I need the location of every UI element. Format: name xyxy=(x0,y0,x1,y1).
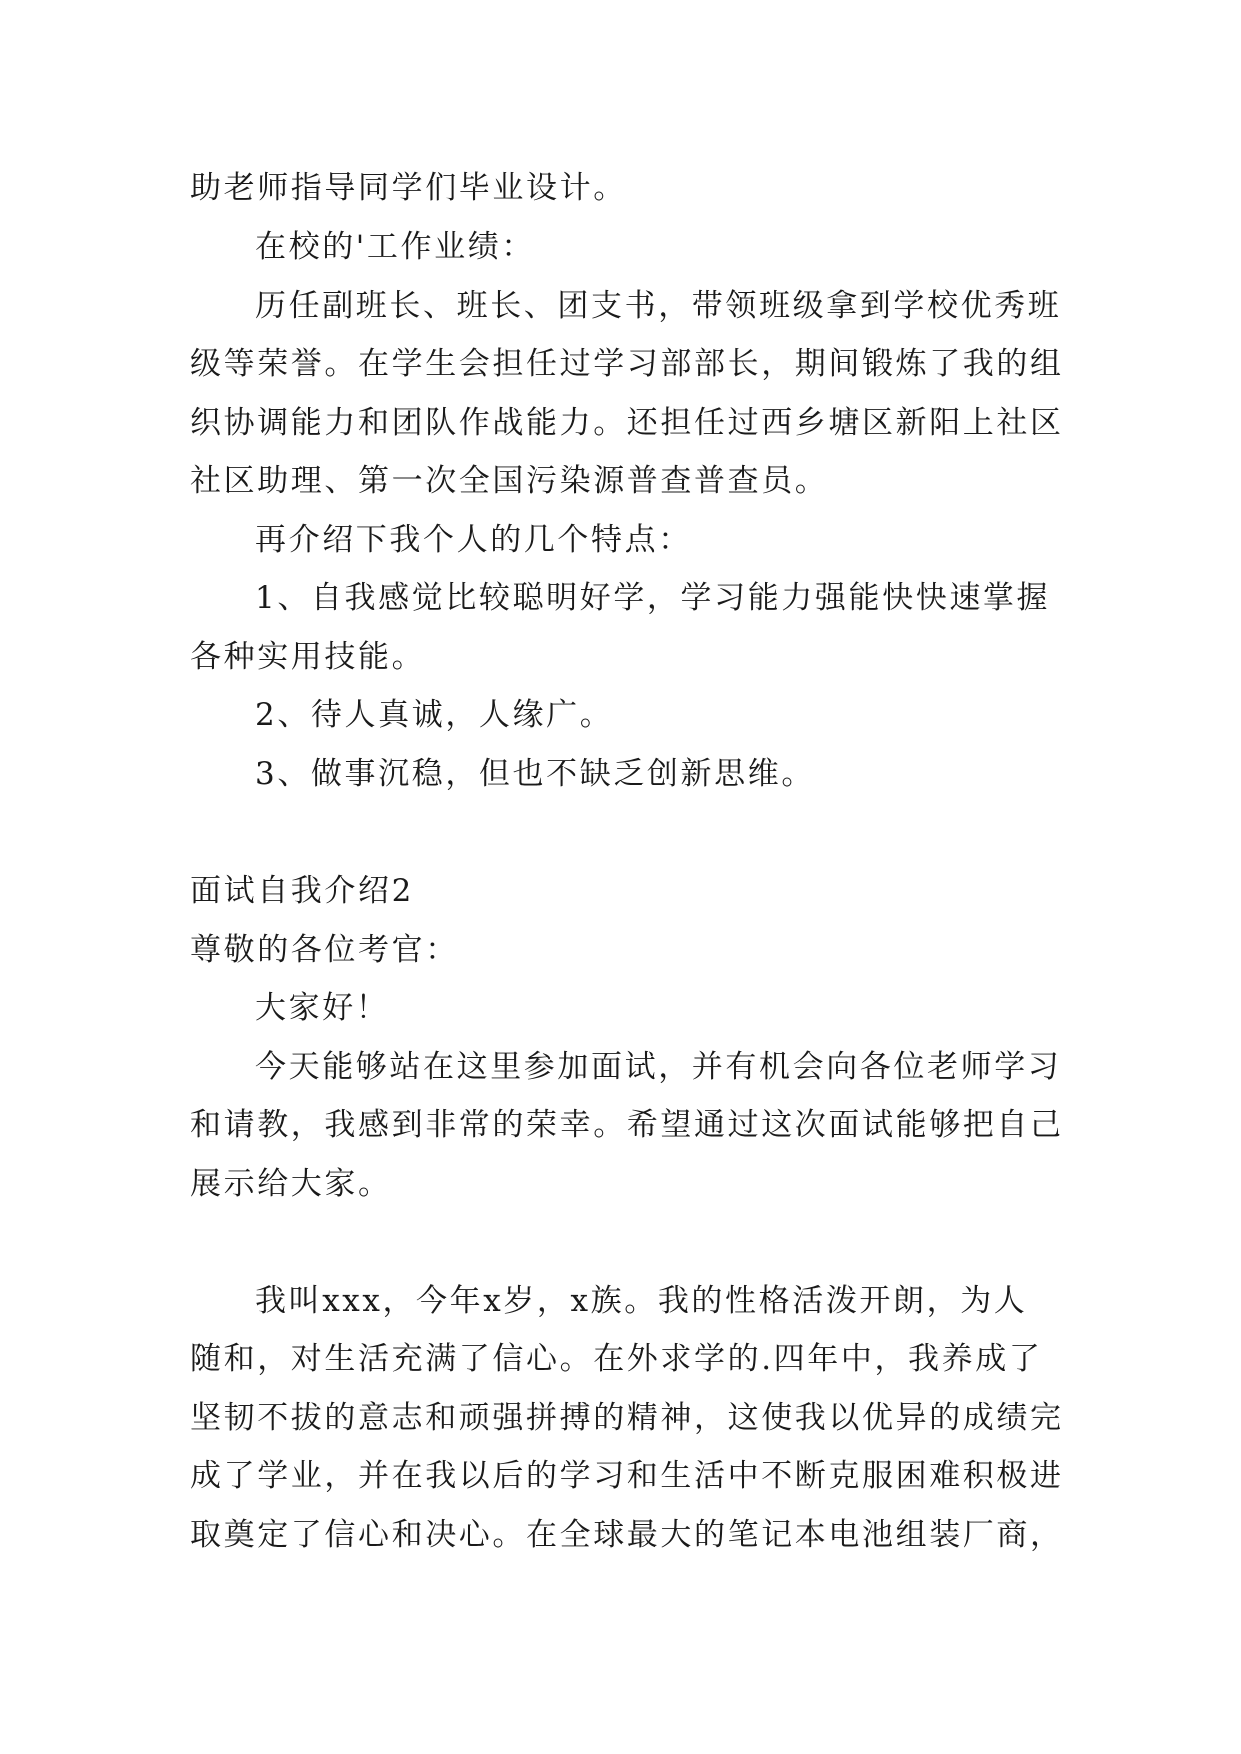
text-line: 今天能够站在这里参加面试，并有机会向各位老师学习 xyxy=(255,1049,1062,1085)
text-line: 取奠定了信心和决心。在全球最大的笔记本电池组装厂商， xyxy=(190,1517,1064,1553)
text-line: 1、自我感觉比较聪明好学，学习能力强能快快速掌握 xyxy=(255,580,1051,616)
text-line: 3、做事沉稳，但也不缺乏创新思维。 xyxy=(255,756,815,792)
text-line: 和请教，我感到非常的荣幸。希望通过这次面试能够把自己 xyxy=(190,1107,1064,1143)
section-heading: 面试自我介绍2 xyxy=(190,873,414,909)
text-line: 2、待人真诚，人缘广。 xyxy=(255,697,614,733)
text-line: 随和，对生活充满了信心。在外求学的.四年中，我养成了 xyxy=(190,1341,1043,1377)
text-line: 我叫xxx，今年x岁，x族。我的性格活泼开朗，为人 xyxy=(255,1283,1028,1319)
text-line: 坚韧不拔的意志和顽强拼搏的精神，这使我以优异的成绩完 xyxy=(190,1400,1064,1436)
text-line: 社区助理、第一次全国污染源普查普查员。 xyxy=(190,463,829,499)
text-line: 再介绍下我个人的几个特点： xyxy=(255,522,692,558)
text-line: 展示给大家。 xyxy=(190,1166,392,1202)
text-line: 级等荣誉。在学生会担任过学习部部长，期间锻炼了我的组 xyxy=(190,346,1064,382)
text-line: 在校的'工作业绩： xyxy=(255,229,535,265)
greeting: 大家好！ xyxy=(255,990,390,1026)
text-line: 各种实用技能。 xyxy=(190,639,426,675)
text-line: 织协调能力和团队作战能力。还担任过西乡塘区新阳上社区 xyxy=(190,405,1064,441)
text-line: 助老师指导同学们毕业设计。 xyxy=(190,170,627,206)
text-line: 成了学业，并在我以后的学习和生活中不断克服困难积极进 xyxy=(190,1458,1064,1494)
salutation: 尊敬的各位考官： xyxy=(190,932,459,968)
text-line: 历任副班长、班长、团支书，带领班级拿到学校优秀班 xyxy=(255,288,1062,324)
